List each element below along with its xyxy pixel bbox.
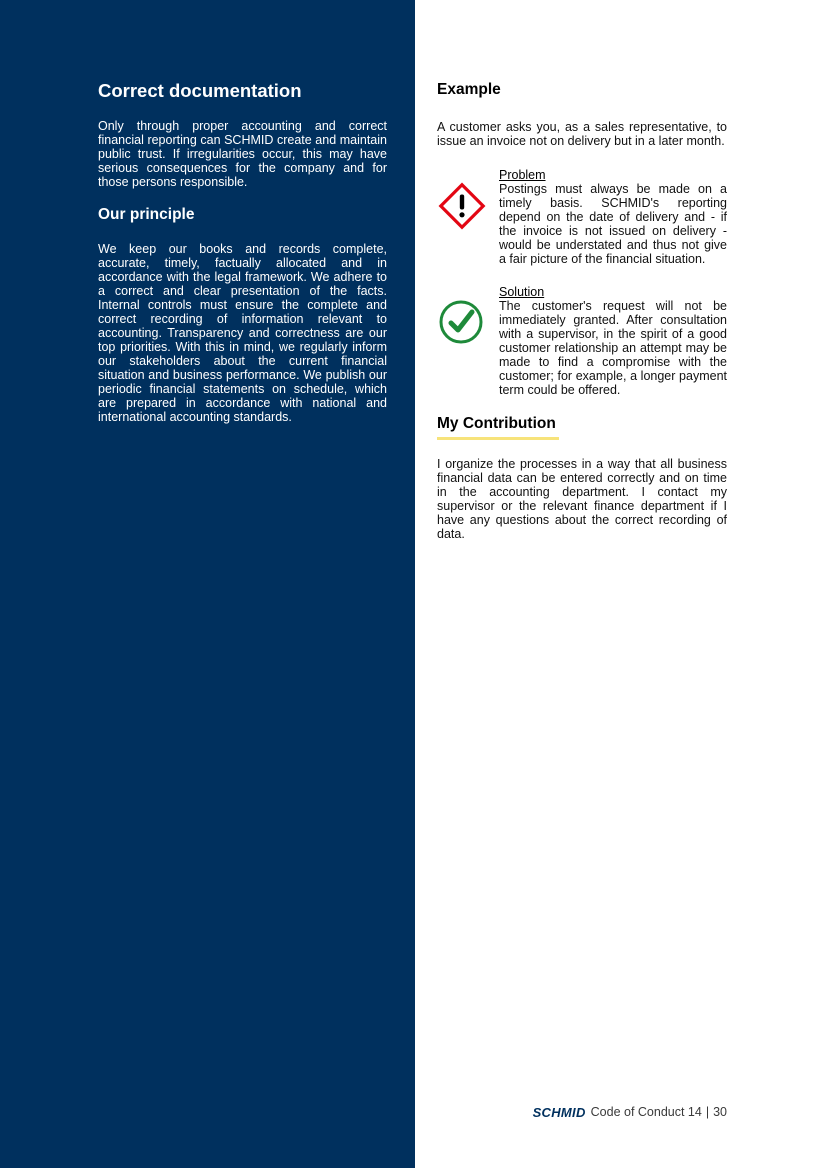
schmid-logo: SCHMID — [532, 1104, 586, 1120]
right-column — [437, 80, 727, 541]
footer-separator: | — [705, 1105, 710, 1119]
solution-label: Solution — [499, 285, 545, 299]
example-paragraph: A customer asks you, as a sales representative, to issue an invoice not on delivery but in a later month. — [437, 120, 727, 148]
page-number: 30 — [713, 1105, 727, 1119]
contribution-paragraph: I organize the processes in a way that all business financial data can be entered correctly and on time in the accounting department. I contact my supervisor or the relevant finance department if I have any questions about the correct recording of data. — [437, 457, 727, 541]
solution-block — [437, 285, 727, 397]
page-footer — [497, 1102, 727, 1122]
problem-text: Postings must always be made on a timely basis. SCHMID's reporting depend on the date of delivery and - if the invoice is not issued on delivery - would be understated and thus not give a fair picture of the financial situation. — [499, 182, 727, 266]
principle-paragraph: We keep our books and records complete, accurate, timely, factually allocated and in accordance with the legal framework. We adhere to a correct and clear presentation of the facts. Internal controls must ensure the complete and correct recording of information relevant to accounting. Transparency and correctness are our top priorities. With this in mind, we regularly inform our stakeholders about the current financial situation and business performance. We publish our periodic financial statements on schedule, which are prepared in accordance with national and international accounting standards. — [98, 242, 387, 424]
solution-text: The customer's request will not be immediately granted. After consultation with a supervisor, in the spirit of a good customer relationship an attempt may be made to find a compromise with the customer; for example, a longer payment term could be offered. — [499, 299, 727, 397]
check-circle-icon — [437, 285, 499, 397]
warning-exclamation-icon — [437, 168, 499, 266]
problem-label: Problem — [499, 168, 546, 182]
left-column — [98, 80, 387, 424]
heading-correct-documentation: Correct documentation — [98, 80, 302, 101]
heading-my-contribution: My Contribution — [437, 414, 559, 440]
footer-doc-title: Code of Conduct 14 — [590, 1105, 702, 1119]
problem-block — [437, 168, 727, 266]
problem-content — [499, 168, 727, 266]
intro-paragraph: Only through proper accounting and correct financial reporting can SCHMID create and maintain public trust. If irregularities occur, this may have serious consequences for the company and for those persons responsible. — [98, 119, 387, 189]
solution-content — [499, 285, 727, 397]
heading-our-principle: Our principle — [98, 206, 195, 223]
contribution-heading-wrap — [437, 414, 727, 440]
heading-example: Example — [437, 81, 501, 98]
